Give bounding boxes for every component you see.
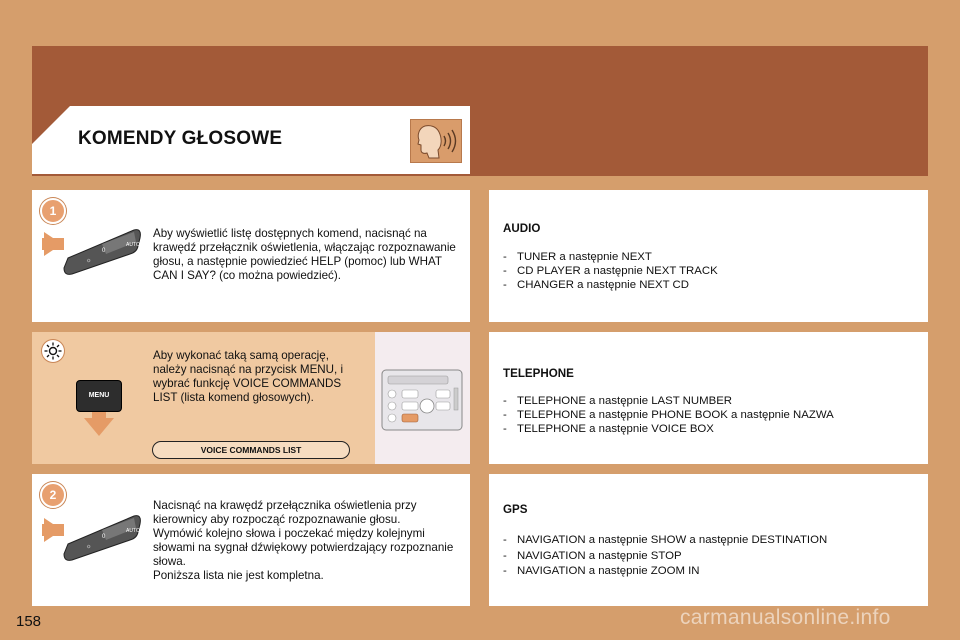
sun-icon — [42, 340, 64, 362]
step-2-badge: 2 — [40, 482, 66, 508]
step-2-text — [153, 499, 458, 583]
list-item: - TELEPHONE a następnie VOICE BOX — [503, 422, 834, 436]
voice-speaking-icon — [410, 119, 462, 163]
step-2-line-2: Wymówić kolejno słowa i poczekać między kolejnymi słowami na sygnał dźwiękowy potwierdzający rozpoznanie słowa. — [153, 527, 454, 568]
audio-heading: AUDIO — [503, 222, 541, 235]
step-1-badge: 1 — [40, 198, 66, 224]
gps-command-list — [503, 533, 827, 580]
svg-text:☼: ☼ — [86, 544, 92, 550]
voice-commands-list-button[interactable]: VOICE COMMANDS LIST — [152, 441, 350, 459]
list-item: - NAVIGATION a następnie SHOW a następnie DESTINATION — [503, 533, 827, 549]
step-2-line-1: Nacisnąć na krawędź przełącznika oświetlenia przy kierownicy aby rozpocząć rozpoznawanie głosu. — [153, 499, 417, 526]
menu-button[interactable]: MENU — [76, 380, 122, 412]
gps-heading: GPS — [503, 503, 528, 516]
tip-text: Aby wykonać taką samą operację, należy nacisnąć na przycisk MENU, i wybrać funkcję VOICE COMMANDS LIST (lista komend głosowych). — [153, 349, 344, 404]
telephone-command-list — [503, 394, 834, 436]
svg-text:☼: ☼ — [86, 258, 92, 264]
radio-unit-icon — [380, 368, 466, 434]
list-item: - CHANGER a następnie NEXT CD — [503, 278, 718, 292]
page-number: 158 — [16, 613, 42, 630]
list-item: - TELEPHONE a następnie LAST NUMBER — [503, 394, 834, 408]
svg-text:AUTO: AUTO — [126, 242, 140, 248]
list-item: - NAVIGATION a następnie STOP — [503, 549, 827, 565]
watermark: carmanualsonline.info — [680, 606, 891, 629]
step-1-text: Aby wyświetlić listę dostępnych komend, nacisnąć na krawędź przełącznik oświetlenia, włączając rozpoznawanie głosu, a następnie powiedzieć HELP (pomoc) lub WHAT CAN I SAY? (co można powiedzieć). — [153, 227, 456, 282]
lighting-stalk-icon-2 — [42, 514, 142, 572]
lighting-stalk-icon — [42, 228, 142, 286]
list-item: - CD PLAYER a następnie NEXT TRACK — [503, 264, 718, 278]
list-item: - NAVIGATION a następnie ZOOM IN — [503, 564, 827, 580]
list-item: - TELEPHONE a następnie PHONE BOOK a następnie NAZWA — [503, 408, 834, 422]
audio-command-list — [503, 250, 718, 292]
svg-text:0: 0 — [102, 248, 106, 254]
list-item: - TUNER a następnie NEXT — [503, 250, 718, 264]
telephone-heading: TELEPHONE — [503, 367, 574, 380]
svg-text:0: 0 — [102, 534, 106, 540]
page-title: KOMENDY GŁOSOWE — [78, 128, 283, 149]
step-2-line-3: Poniższa lista nie jest kompletna. — [153, 569, 324, 582]
svg-text:AUTO: AUTO — [126, 528, 140, 534]
